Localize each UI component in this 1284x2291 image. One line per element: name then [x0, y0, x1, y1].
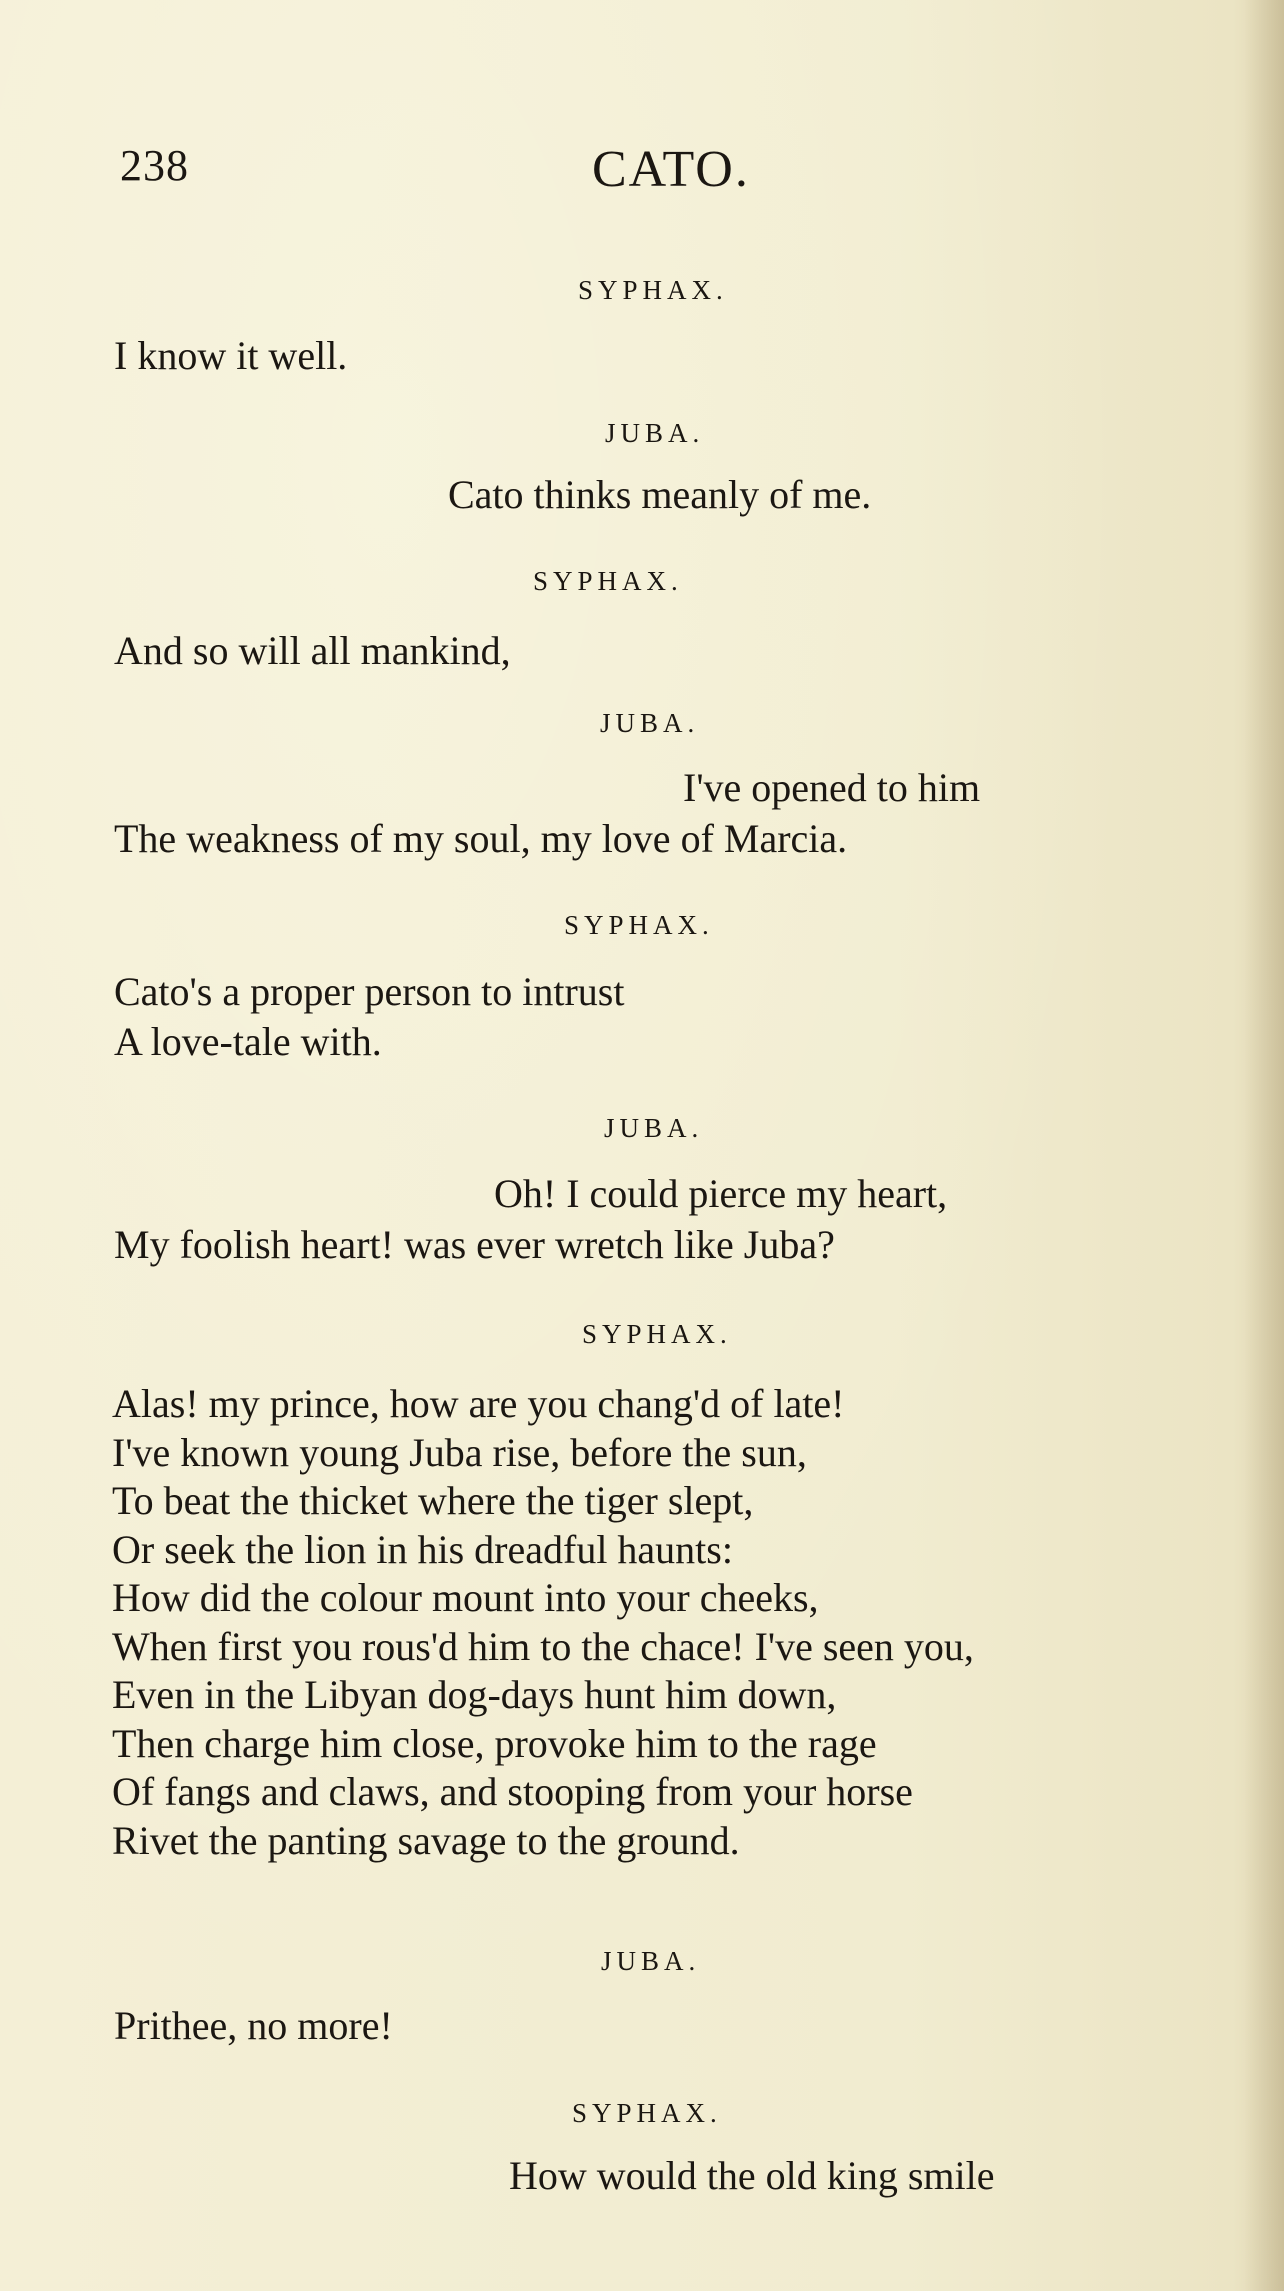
- verse-line: How would the old king smile: [509, 2153, 995, 2198]
- speaker-label: SYPHAX.: [578, 275, 728, 305]
- speaker-label: JUBA.: [605, 418, 705, 448]
- verse-line: I've known young Juba rise, before the sun,: [112, 1429, 807, 1475]
- verse-line: Prithee, no more!: [114, 2003, 393, 2048]
- verse-line: I know it well.: [114, 333, 348, 378]
- verse-line: I've opened to him: [683, 765, 981, 810]
- verse-line: The weakness of my soul, my love of Marcia.: [114, 816, 848, 861]
- speaker-label: SYPHAX.: [582, 1319, 732, 1349]
- verse-line: My foolish heart! was ever wretch like Juba?: [114, 1222, 835, 1267]
- speaker-label: SYPHAX.: [564, 910, 714, 940]
- verse-line: How did the colour mount into your cheeks,: [112, 1575, 819, 1620]
- verse-line: And so will all mankind,: [114, 628, 511, 673]
- verse-line: Cato thinks meanly of me.: [448, 472, 872, 517]
- speaker-label: JUBA.: [601, 1946, 701, 1976]
- speaker-label: SYPHAX.: [533, 566, 683, 596]
- verse-line: Or seek the lion in his dreadful haunts:: [112, 1526, 733, 1572]
- verse-line: Oh! I could pierce my heart,: [494, 1171, 948, 1216]
- page-number: 238: [120, 141, 189, 190]
- verse-line: A love-tale with.: [114, 1019, 382, 1064]
- running-title: CATO.: [592, 141, 750, 198]
- speaker-label: JUBA.: [600, 708, 700, 738]
- speaker-label: SYPHAX.: [572, 2098, 722, 2128]
- verse-line: Even in the Libyan dog-days hunt him down,: [112, 1672, 837, 1717]
- page-edge-shadow: [1244, 0, 1284, 2291]
- verse-line: Cato's a proper person to intrust: [114, 969, 625, 1014]
- verse-line: When first you rous'd him to the chace! I've seen you,: [112, 1623, 974, 1669]
- page-header: [0, 140, 1284, 200]
- verse-line: Alas! my prince, how are you chang'd of late!: [112, 1381, 845, 1426]
- verse-line: Of fangs and claws, and stooping from your horse: [112, 1769, 913, 1814]
- verse-line: To beat the thicket where the tiger slept,: [112, 1478, 754, 1523]
- speaker-label: JUBA.: [604, 1113, 704, 1143]
- verse-line: Then charge him close, provoke him to the rage: [112, 1720, 877, 1766]
- verse-line: Rivet the panting savage to the ground.: [112, 1817, 740, 1863]
- speech-block: [112, 1380, 974, 1865]
